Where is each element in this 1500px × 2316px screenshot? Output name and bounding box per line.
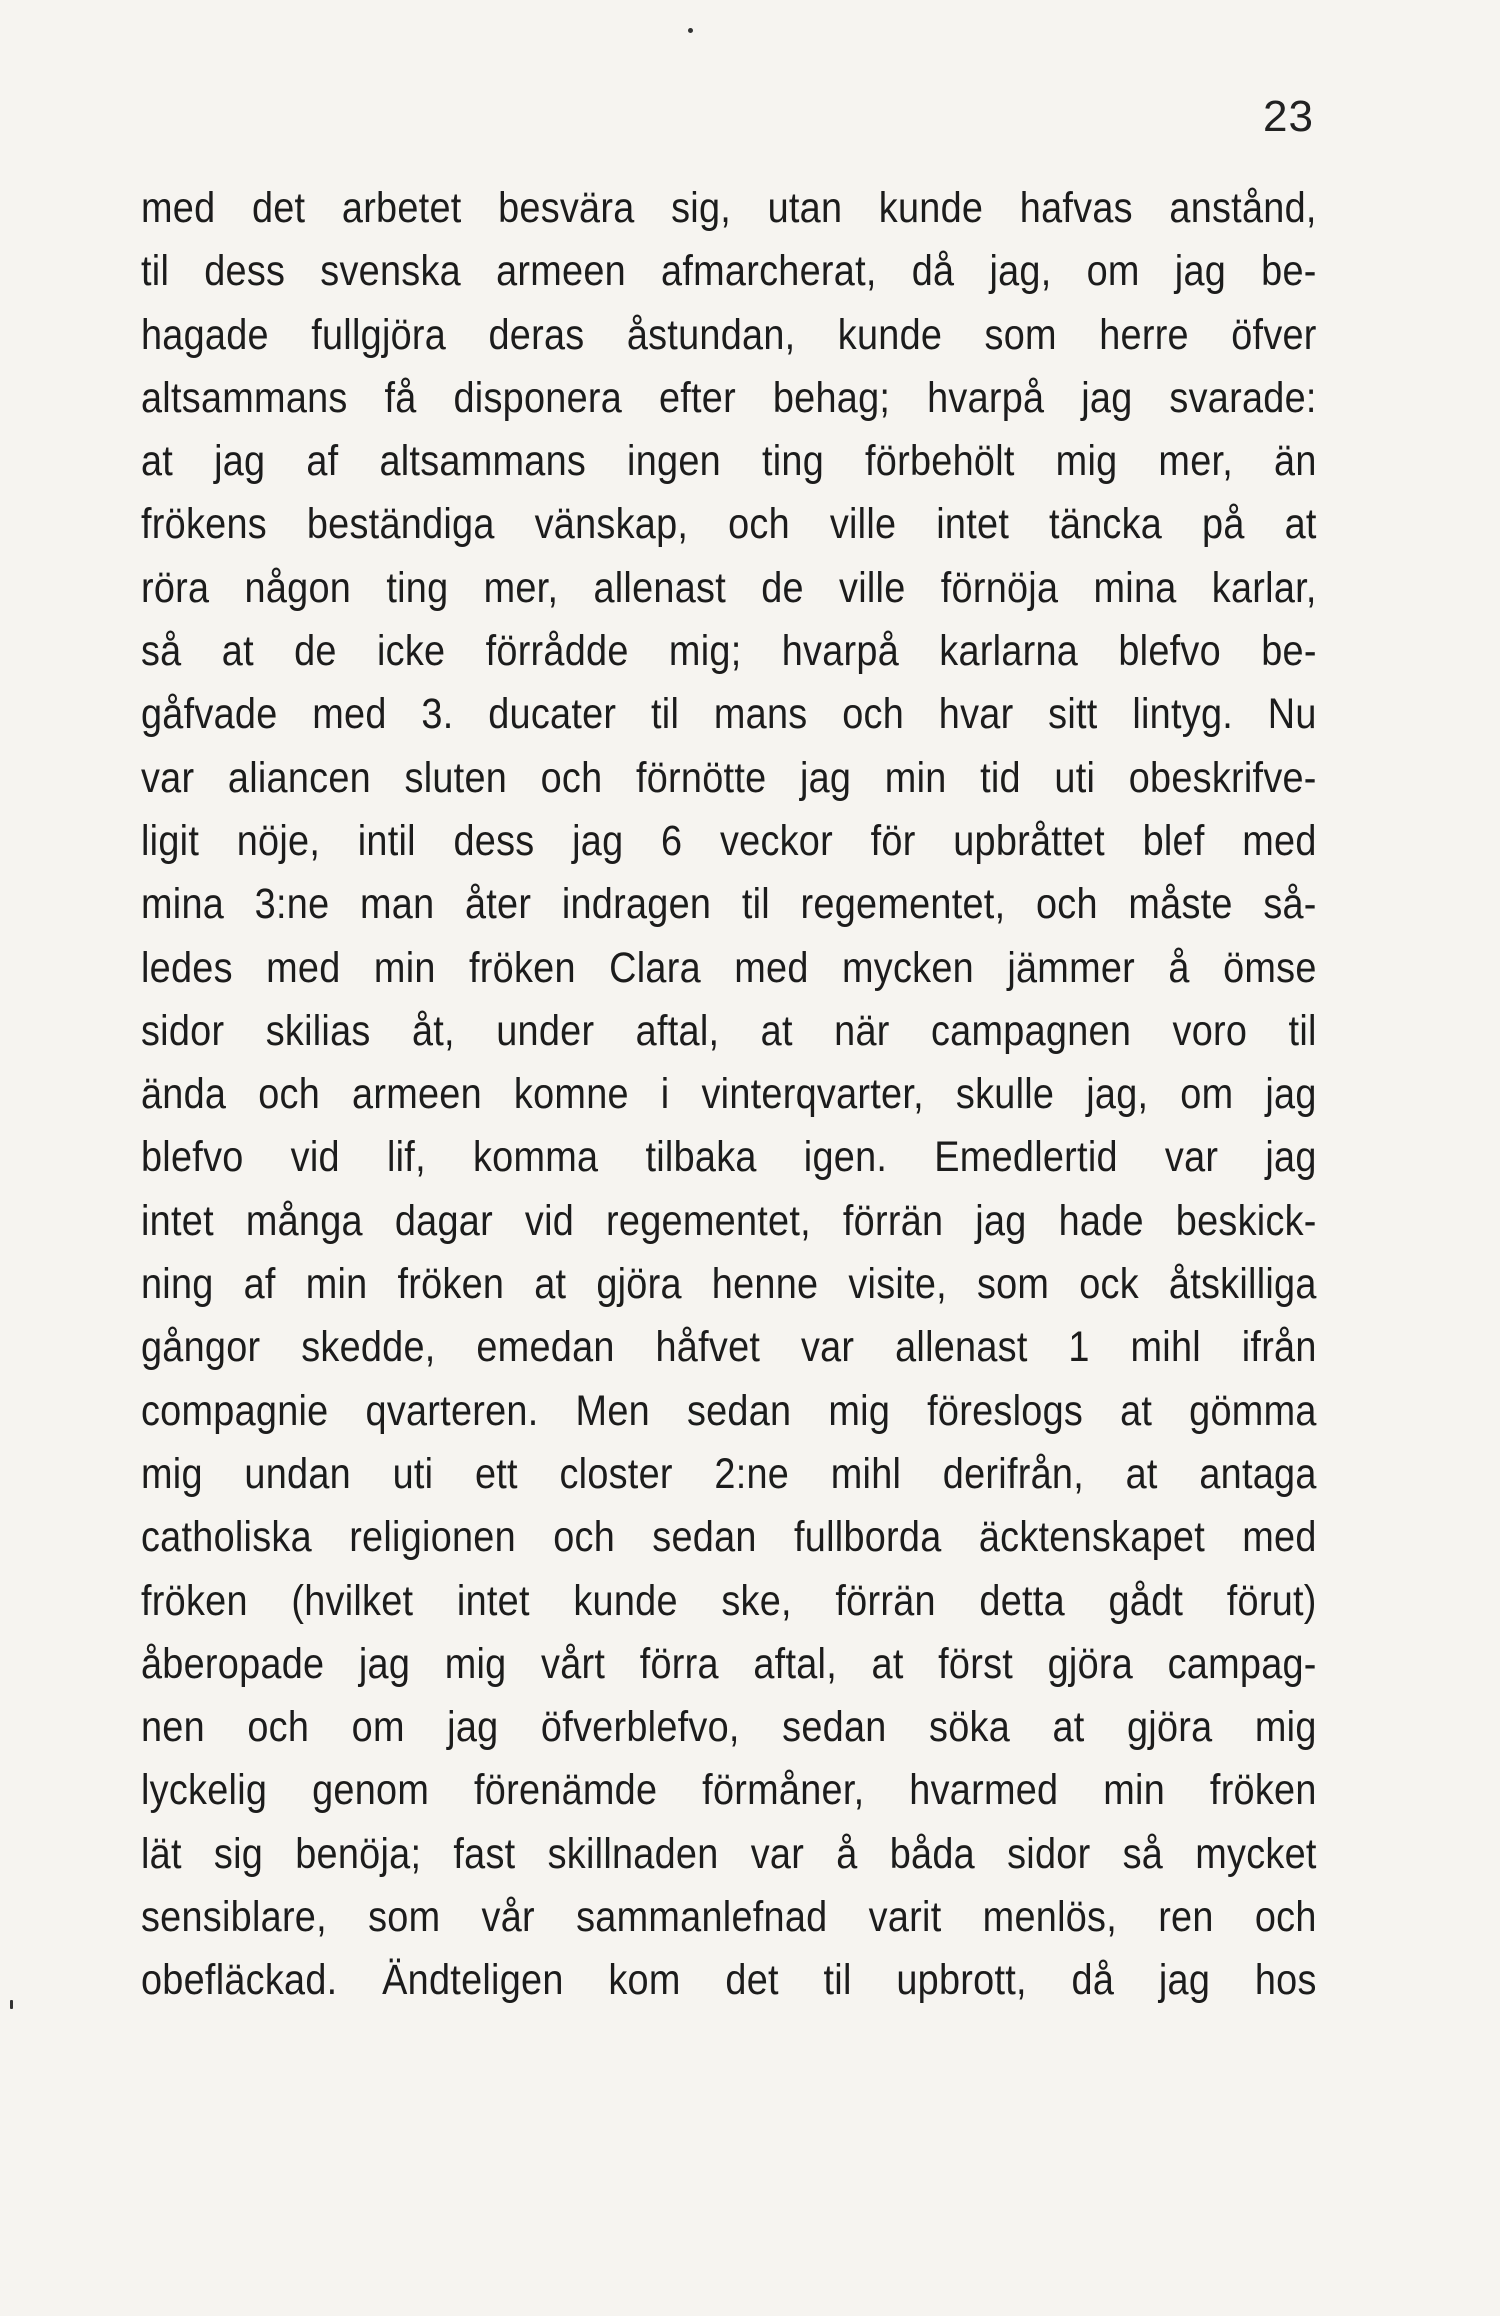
body-text [141, 177, 1317, 2013]
text-line: gångor skedde, emedan håfvet var allenast 1 mihl ifrån [141, 1323, 1317, 1372]
text-line: röra någon ting mer, allenast de ville förnöja mina karlar, [141, 563, 1317, 612]
text-line: sensiblare, som vår sammanlefnad varit menlös, ren och [141, 1893, 1317, 1942]
text-line: gåfvade med 3. ducater til mans och hvar sitt lintyg. Nu [141, 690, 1317, 739]
text-line: obefläckad. Ändteligen kom det til upbrott, då jag hos [141, 1956, 1317, 2005]
text-line: mina 3:ne man åter indragen til regementet, och måste så- [141, 880, 1317, 929]
text-line: åberopade jag mig vårt förra aftal, at först gjöra campag- [141, 1639, 1317, 1688]
text-line: at jag af altsammans ingen ting förbehölt mig mer, än [141, 437, 1317, 486]
text-line: blefvo vid lif, komma tilbaka igen. Emedlertid var jag [141, 1133, 1317, 1182]
text-line: frökens beständiga vänskap, och ville intet täncka på at [141, 500, 1317, 549]
text-line: ända och armeen komne i vinterqvarter, skulle jag, om jag [141, 1070, 1317, 1119]
text-line: sidor skilias åt, under aftal, at när campagnen voro til [141, 1006, 1317, 1055]
text-line: fröken (hvilket intet kunde ske, förrän detta gådt förut) [141, 1576, 1317, 1625]
text-line: ning af min fröken at gjöra henne visite, som ock åtskilliga [141, 1260, 1317, 1309]
text-line: så at de icke förrådde mig; hvarpå karlarna blefvo be- [141, 627, 1317, 676]
text-line: mig undan uti ett closter 2:ne mihl derifrån, at antaga [141, 1449, 1317, 1498]
print-speck-left [10, 2000, 13, 2009]
page-number: 23 [1263, 92, 1314, 141]
text-line: compagnie qvarteren. Men sedan mig föreslogs at gömma [141, 1386, 1317, 1435]
text-line: lyckelig genom förenämde förmåner, hvarmed min fröken [141, 1766, 1317, 1815]
text-line: altsammans få disponera efter behag; hvarpå jag svarade: [141, 373, 1317, 422]
text-line: lät sig benöja; fast skillnaden var å båda sidor så mycket [141, 1829, 1317, 1878]
print-speck-top [688, 28, 693, 33]
text-line: ledes med min fröken Clara med mycken jämmer å ömse [141, 943, 1317, 992]
text-line: hagade fullgjöra deras åstundan, kunde som herre öfver [141, 310, 1317, 359]
text-line: til dess svenska armeen afmarcherat, då jag, om jag be- [141, 247, 1317, 296]
text-line: var aliancen sluten och förnötte jag min tid uti obeskrifve- [141, 753, 1317, 802]
text-line: ligit nöje, intil dess jag 6 veckor för upbråttet blef med [141, 816, 1317, 865]
text-line: nen och om jag öfverblefvo, sedan söka at gjöra mig [141, 1703, 1317, 1752]
text-line: catholiska religionen och sedan fullborda äcktenskapet med [141, 1513, 1317, 1562]
text-line: med det arbetet besvära sig, utan kunde hafvas anstånd, [141, 184, 1317, 232]
text-line: intet många dagar vid regementet, förrän jag hade beskick- [141, 1196, 1317, 1245]
